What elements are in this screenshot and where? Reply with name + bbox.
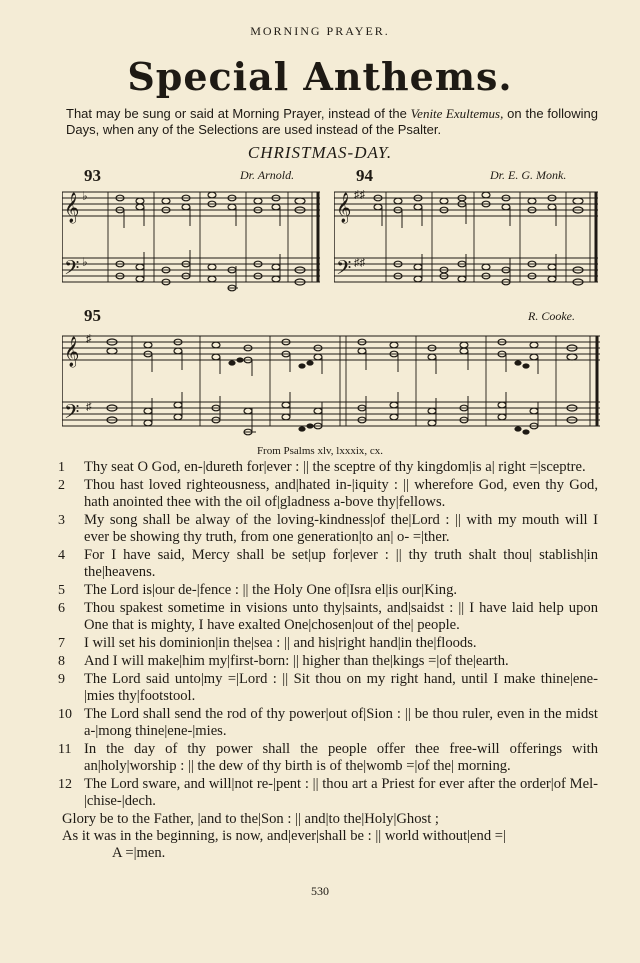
staff-notation-94 <box>334 186 600 298</box>
svg-text:♯♯: ♯♯ <box>354 189 365 201</box>
verse <box>58 671 598 705</box>
verse-text: And I will make|him my|first-born: || higher than the|kings =|of the|earth. <box>84 653 509 669</box>
verse-number: 5 <box>58 583 65 598</box>
verse <box>58 459 598 476</box>
verse-number: 1 <box>58 460 65 475</box>
verse <box>58 653 598 670</box>
chant-composer: Dr. Arnold. <box>240 168 295 182</box>
staff-notation-95 <box>62 326 602 442</box>
chant-composer: Dr. E. G. Monk. <box>490 168 567 182</box>
verse <box>58 776 598 810</box>
music-system-95 <box>62 326 602 447</box>
verse-number: 3 <box>58 513 65 528</box>
svg-text:♯: ♯ <box>86 401 92 413</box>
verse <box>58 582 598 599</box>
verse <box>58 547 598 581</box>
verse-number: 6 <box>58 601 65 616</box>
verse-text: Thou hast loved righteousness, and|hated in-|iquity : || wherefore God, even thy God, hath anointed thee with the oil of|gladness a-bove thy|fellows. <box>84 477 598 510</box>
verse-number: 2 <box>58 478 65 493</box>
verse-text: Thy seat O God, en-|dureth for|ever : || the sceptre of thy kingdom|is a| right =|sceptre. <box>84 459 586 475</box>
page-title: Special Anthems. <box>127 54 513 99</box>
verse <box>58 477 598 511</box>
psalm-source: From Psalms xlv, lxxxix, cx. <box>256 445 384 457</box>
svg-text:𝄢: 𝄢 <box>64 258 80 284</box>
svg-text:♭: ♭ <box>82 189 88 203</box>
intro-text-start: That may be sung or said at Morning Prayer, instead of the <box>66 106 411 121</box>
psalm-verses <box>58 459 598 862</box>
verse-number: 8 <box>58 654 65 669</box>
gloria-line: A =|men. <box>112 845 166 861</box>
intro-italic: Venite Exultemus, <box>410 106 504 121</box>
intro-paragraph <box>66 106 598 138</box>
chant-number: 95 <box>84 306 101 325</box>
svg-text:𝄞: 𝄞 <box>64 337 80 366</box>
verse-text: The Lord is|our de-|fence : || the Holy One of|Isra el|is our|King. <box>84 582 458 598</box>
chant-number: 93 <box>84 166 101 185</box>
verse-text: The Lord sware, and will|not re-|pent : || thou art a Priest for ever after the order|of Mel-|chise-|dech. <box>84 776 598 809</box>
verse <box>58 512 598 546</box>
verse-text: Thou spakest sometime in visions unto thy|saints, and|saidst : || I have laid help upon One that is mighty, I have exalted One|chosen|out of the| people. <box>84 600 598 633</box>
gloria-line: Glory be to the Father, |and to the|Son : || and|to the|Holy|Ghost ; <box>62 811 439 827</box>
page-number: 530 <box>311 884 329 898</box>
svg-text:𝄞: 𝄞 <box>64 193 80 222</box>
verse <box>58 741 598 775</box>
verse-text: For I have said, Mercy shall be set|up for|ever : || thy truth shalt thou| stablish|in the|heavens. <box>84 547 598 580</box>
chant-number: 94 <box>356 166 373 185</box>
intro-text-end: on the following Days, when any of the Selections are used instead of the Psalter. <box>66 106 598 137</box>
svg-text:♯♯: ♯♯ <box>354 257 365 269</box>
svg-text:𝄢: 𝄢 <box>64 402 80 428</box>
verse-number: 9 <box>58 672 65 687</box>
verse <box>58 635 598 652</box>
verse-text: I will set his dominion|in the|sea : || and his|right hand|in the|floods. <box>84 635 477 651</box>
chant-composer: R. Cooke. <box>528 309 575 323</box>
verse <box>58 600 598 634</box>
verse-number: 10 <box>58 707 72 722</box>
section-heading: CHRISTMAS-DAY. <box>247 143 393 162</box>
gloria-line: As it was in the beginning, is now, and|ever|shall be : || world without|end =| <box>62 828 506 844</box>
svg-text:♭: ♭ <box>82 255 88 269</box>
verse-text: In the day of thy power shall the people offer thee free-will offerings with an|holy|worship : || the dew of thy birth is of the|womb =|of the| morning. <box>84 741 598 774</box>
music-system-93 <box>62 186 322 303</box>
running-head: MORNING PRAYER. <box>250 24 390 38</box>
verse-number: 12 <box>58 777 72 792</box>
music-system-94 <box>334 186 600 303</box>
svg-text:𝄞: 𝄞 <box>336 193 352 222</box>
svg-text:♯: ♯ <box>86 333 92 345</box>
verse-text: The Lord said unto|my =|Lord : || Sit thou on my right hand, until I make thine|ene-|mies thy|footstool. <box>84 671 598 704</box>
gloria-patri <box>58 811 598 862</box>
verse-number: 11 <box>58 742 72 757</box>
verse <box>58 706 598 740</box>
verse-text: My song shall be alway of the loving-kindness|of the|Lord : || with my mouth will I ever be showing thy truth, from one generation|to an| o- =|ther. <box>84 512 598 545</box>
staff-notation-93 <box>62 186 322 298</box>
verse-number: 7 <box>58 636 65 651</box>
verse-text: The Lord shall send the rod of thy power|out of|Sion : || be thou ruler, even in the midst a-|mong thine|ene-|mies. <box>84 706 598 739</box>
svg-text:𝄢: 𝄢 <box>336 258 352 284</box>
verse-number: 4 <box>58 548 65 563</box>
